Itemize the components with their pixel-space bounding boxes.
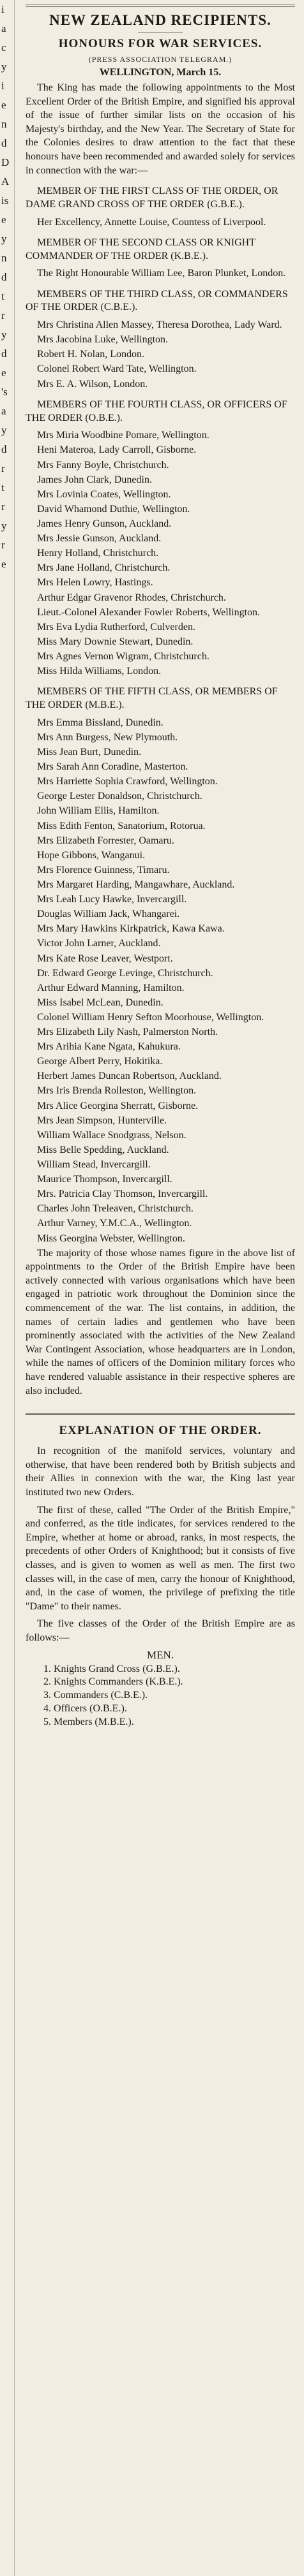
- recipient-entry: Her Excellency, Annette Louise, Countess of Liverpool.: [37, 216, 266, 228]
- tier-item: 3. Commanders (C.B.E.).: [43, 1690, 148, 1701]
- recipient-entry: James John Clark, Dunedin.: [37, 474, 152, 485]
- recipient-entry: Mrs E. A. Wilson, London.: [37, 378, 148, 390]
- recipient-entry: Arthur Edgar Gravenor Rhodes, Christchurch.: [37, 592, 226, 603]
- margin-text-fragment: c: [1, 41, 6, 54]
- recipient-entry: Mrs Emma Bissland, Dunedin.: [37, 717, 163, 728]
- recipient-entry: Mrs. Patricia Clay Thomson, Invercargill.: [37, 1189, 208, 1200]
- tier-list-title: MEN.: [146, 1648, 174, 1661]
- margin-text-fragment: D: [1, 156, 10, 168]
- margin-text-fragment: y: [1, 233, 7, 245]
- tier-list: [26, 1663, 295, 1729]
- recipient-entry: Mrs Agnes Vernon Wigram, Christchurch.: [37, 650, 209, 662]
- recipient-entry: Mrs Miria Woodbine Pomare, Wellington.: [37, 430, 209, 441]
- margin-text-fragment: i: [1, 80, 4, 92]
- margin-text-fragment: d: [1, 137, 7, 149]
- margin-text-fragment: e: [1, 558, 6, 570]
- recipient-entry: Arthur Varney, Y.M.C.A., Wellington.: [37, 1218, 192, 1229]
- recipient-entry: Mrs Arihia Kane Ngata, Kahukura.: [37, 1041, 181, 1053]
- margin-text-fragment: y: [1, 328, 7, 340]
- margin-text-fragment: a: [1, 22, 6, 34]
- margin-text-fragment: y: [1, 61, 7, 73]
- margin-text-fragment: n: [1, 118, 7, 130]
- recipient-entry: Mrs Eva Lydia Rutherford, Culverden.: [37, 621, 195, 633]
- recipient-entry: Dr. Edward George Levinge, Christchurch.: [37, 967, 213, 979]
- recipient-entry: Miss Belle Spedding, Auckland.: [37, 1144, 169, 1155]
- dateline: WELLINGTON, March 15.: [99, 67, 222, 78]
- recipient-entry: Miss Hilda Williams, London.: [37, 666, 162, 677]
- margin-text-fragment: A: [1, 175, 10, 187]
- margin-text-fragment: y: [1, 424, 7, 436]
- recipient-entry: Mrs Jane Holland, Christchurch.: [37, 562, 171, 574]
- recipient-entry: Mrs Fanny Boyle, Christchurch.: [37, 459, 169, 471]
- recipient-entry: Mrs Jessie Gunson, Auckland.: [37, 533, 162, 545]
- margin-text-fragment: i: [1, 3, 4, 15]
- recipient-entry: George Lester Donaldson, Christchurch.: [37, 791, 202, 802]
- article-headline: NEW ZEALAND RECIPIENTS.: [49, 12, 271, 28]
- explanation-paragraph: The first of these, called "The Order of the British Empire," and conferred, as the title indicates, for services rendered to the Empire, whether at home or abroad, ranks, in most respects, the precedents of other Orders of Knighthood; but it consists of five classes, and is given to women as well as men. The first two classes will, in the case of men, carry the honour of Knighthood, and, in the case of women, the privilege of prefixing the title "Dame" to their names.: [26, 1504, 295, 1612]
- tier-item: 2. Knights Commanders (K.B.E.).: [43, 1676, 183, 1688]
- tier-item: 5. Members (M.B.E.).: [43, 1716, 134, 1727]
- tier-item: 4. Officers (O.B.E.).: [43, 1702, 127, 1714]
- honours-class-heading: MEMBERS OF THE FOURTH CLASS, OR OFFICERS OF THE ORDER (O.B.E.).: [26, 399, 287, 423]
- explanation-paragraph: In recognition of the manifold services, voluntary and otherwise, that have been rendered both by British subjects and their Allies in connexion with the war, the King last year instituted two new Orders.: [26, 1445, 295, 1498]
- recipient-entry: David Whamond Duthie, Wellington.: [37, 503, 190, 515]
- recipient-entry: Henry Holland, Christchurch.: [37, 548, 159, 559]
- honours-list: [26, 185, 295, 1245]
- recipient-entry: Mrs Harriette Sophia Crawford, Wellington.: [37, 776, 218, 787]
- recipient-entry: Mrs Christina Allen Massey, Theresa Dorothea, Lady Ward.: [37, 319, 282, 331]
- margin-text-fragment: t: [1, 290, 4, 302]
- recipient-entry: Charles John Treleaven, Christchurch.: [37, 1203, 194, 1215]
- margin-text-fragment: y: [1, 520, 7, 532]
- recipient-entry: Hope Gibbons, Wanganui.: [37, 849, 146, 861]
- explanation-heading: EXPLANATION OF THE ORDER.: [59, 1424, 262, 1438]
- article-subheading: HONOURS FOR WAR SERVICES.: [58, 37, 262, 50]
- recipient-entry: John William Ellis, Hamilton.: [37, 805, 160, 817]
- column-top-rule: [26, 4, 295, 7]
- adjacent-column-fragment: [0, 0, 15, 2576]
- recipient-entry: Victor John Larner, Auckland.: [37, 938, 161, 949]
- honours-class-heading: MEMBER OF THE FIRST CLASS OF THE ORDER, OR DAME GRAND CROSS OF THE ORDER (G.B.E.).: [26, 186, 278, 210]
- recipient-entry: Heni Materoa, Lady Carroll, Gisborne.: [37, 444, 197, 456]
- margin-text-fragment: is: [1, 194, 9, 207]
- recipient-entry: Mrs Florence Guinness, Timaru.: [37, 864, 170, 875]
- article-column: [26, 0, 295, 1729]
- recipient-entry: James Henry Gunson, Auckland.: [37, 518, 172, 529]
- margin-text-fragment: e: [1, 214, 6, 226]
- recipient-entry: Miss Edith Fenton, Sanatorium, Rotorua.: [37, 820, 206, 831]
- recipient-entry: Mrs Helen Lowry, Hastings.: [37, 577, 153, 589]
- recipient-entry: Miss Isabel McLean, Dunedin.: [37, 997, 163, 1008]
- margin-text-fragment: r: [1, 501, 5, 513]
- honours-class-heading: MEMBERS OF THE THIRD CLASS, OR COMMANDERS OF THE ORDER (C.B.E.).: [26, 288, 288, 313]
- section-divider: [26, 1413, 295, 1415]
- margin-text-fragment: 's: [1, 386, 8, 398]
- recipient-entry: The Right Honourable William Lee, Baron Plunket, London.: [37, 268, 286, 279]
- recipient-entry: Mrs Margaret Harding, Mangawhare, Auckland.: [37, 879, 235, 890]
- recipient-entry: Mrs Lovinia Coates, Wellington.: [37, 488, 171, 500]
- recipient-entry: Mrs Kate Rose Leaver, Westport.: [37, 953, 173, 964]
- recipient-entry: Herbert James Duncan Robertson, Auckland.: [37, 1071, 222, 1082]
- recipient-entry: William Wallace Snodgrass, Nelson.: [37, 1129, 186, 1141]
- recipient-entry: Mrs Jacobina Luke, Wellington.: [37, 334, 169, 346]
- recipient-entry: Mrs Elizabeth Forrester, Oamaru.: [37, 835, 174, 846]
- tier-item: 1. Knights Grand Cross (G.B.E.).: [43, 1663, 180, 1674]
- margin-text-fragment: d: [1, 271, 7, 283]
- recipient-entry: Mrs Iris Brenda Rolleston, Wellington.: [37, 1085, 197, 1097]
- margin-text-fragment: e: [1, 367, 6, 379]
- recipient-entry: Maurice Thompson, Invercargill.: [37, 1174, 172, 1185]
- recipient-entry: William Stead, Invercargill.: [37, 1159, 151, 1171]
- explanation-paragraph: The five classes of the Order of the British Empire are as follows:—: [26, 1618, 295, 1643]
- recipient-entry: George Albert Perry, Hokitika.: [37, 1056, 163, 1067]
- margin-text-fragment: r: [1, 539, 5, 551]
- wire-credit: (PRESS ASSOCIATION TELEGRAM.): [88, 55, 232, 64]
- recipient-entry: Mrs Jean Simpson, Hunterville.: [37, 1115, 167, 1126]
- recipient-entry: Miss Georgina Webster, Wellington.: [37, 1233, 185, 1244]
- recipient-entry: Arthur Edward Manning, Hamilton.: [37, 982, 185, 993]
- recipient-entry: Mrs Elizabeth Lily Nash, Palmerston North.: [37, 1027, 218, 1038]
- margin-text-fragment: t: [1, 481, 4, 494]
- margin-text-fragment: d: [1, 348, 7, 360]
- margin-text-fragment: r: [1, 462, 5, 474]
- recipient-entry: Mrs Ann Burgess, New Plymouth.: [37, 731, 178, 743]
- recipient-entry: Miss Jean Burt, Dunedin.: [37, 746, 142, 757]
- recipient-entry: Mrs Sarah Ann Coradine, Masterton.: [37, 761, 188, 773]
- recipient-entry: Mrs Alice Georgina Sherratt, Gisborne.: [37, 1100, 199, 1111]
- honours-class-heading: MEMBERS OF THE FIFTH CLASS, OR MEMBERS OF THE ORDER (M.B.E.).: [26, 686, 278, 710]
- margin-text-fragment: n: [1, 252, 7, 264]
- recipient-entry: Colonel William Henry Sefton Moorhouse, Wellington.: [37, 1011, 264, 1023]
- recipient-entry: Robert H. Nolan, London.: [37, 349, 144, 360]
- closing-paragraph: The majority of those whose names figure in the above list of appointments to the Order of the British Empire have been actively connected with various organisations which have been engaged in patriotic work throughout the Dominion since the commencement of the war. The list contains, in addition, the names of certain ladies and gentlemen who have been prominently associated with the activities of the New Zealand War Contingent Association, whose headquarters are in London, while the names of officers of the Dominion military forces who have rendered valuable assistance in their respective spheres are also included.: [26, 1247, 295, 1396]
- recipient-entry: Colonel Robert Ward Tate, Wellington.: [37, 363, 197, 375]
- recipient-entry: Mrs Leah Lucy Hawke, Invercargill.: [37, 894, 187, 905]
- margin-text-fragment: a: [1, 405, 6, 417]
- margin-text-fragment: r: [1, 309, 5, 321]
- intro-paragraph: The King has made the following appointments to the Most Excellent Order of the British Empire, and signified his approval of the issue of further similar lists on the occasion of his Majesty's birthday, and the New Year. The Secretary of State for the Colonies desires to draw attention to the fact that these honours have been recommended and awarded solely for services in connection with the war:—: [26, 82, 295, 176]
- recipient-entry: Lieut.-Colonel Alexander Fowler Roberts, Wellington.: [37, 606, 261, 618]
- recipient-entry: Mrs Mary Hawkins Kirkpatrick, Kawa Kawa.: [37, 923, 225, 935]
- recipient-entry: Miss Mary Downie Stewart, Dunedin.: [37, 636, 194, 647]
- margin-text-fragment: d: [1, 443, 7, 455]
- margin-text-fragment: e: [1, 99, 6, 111]
- recipient-entry: Douglas William Jack, Whangarei.: [37, 909, 180, 920]
- honours-class-heading: MEMBER OF THE SECOND CLASS OR KNIGHT COMMANDER OF THE ORDER (K.B.E.).: [26, 237, 255, 261]
